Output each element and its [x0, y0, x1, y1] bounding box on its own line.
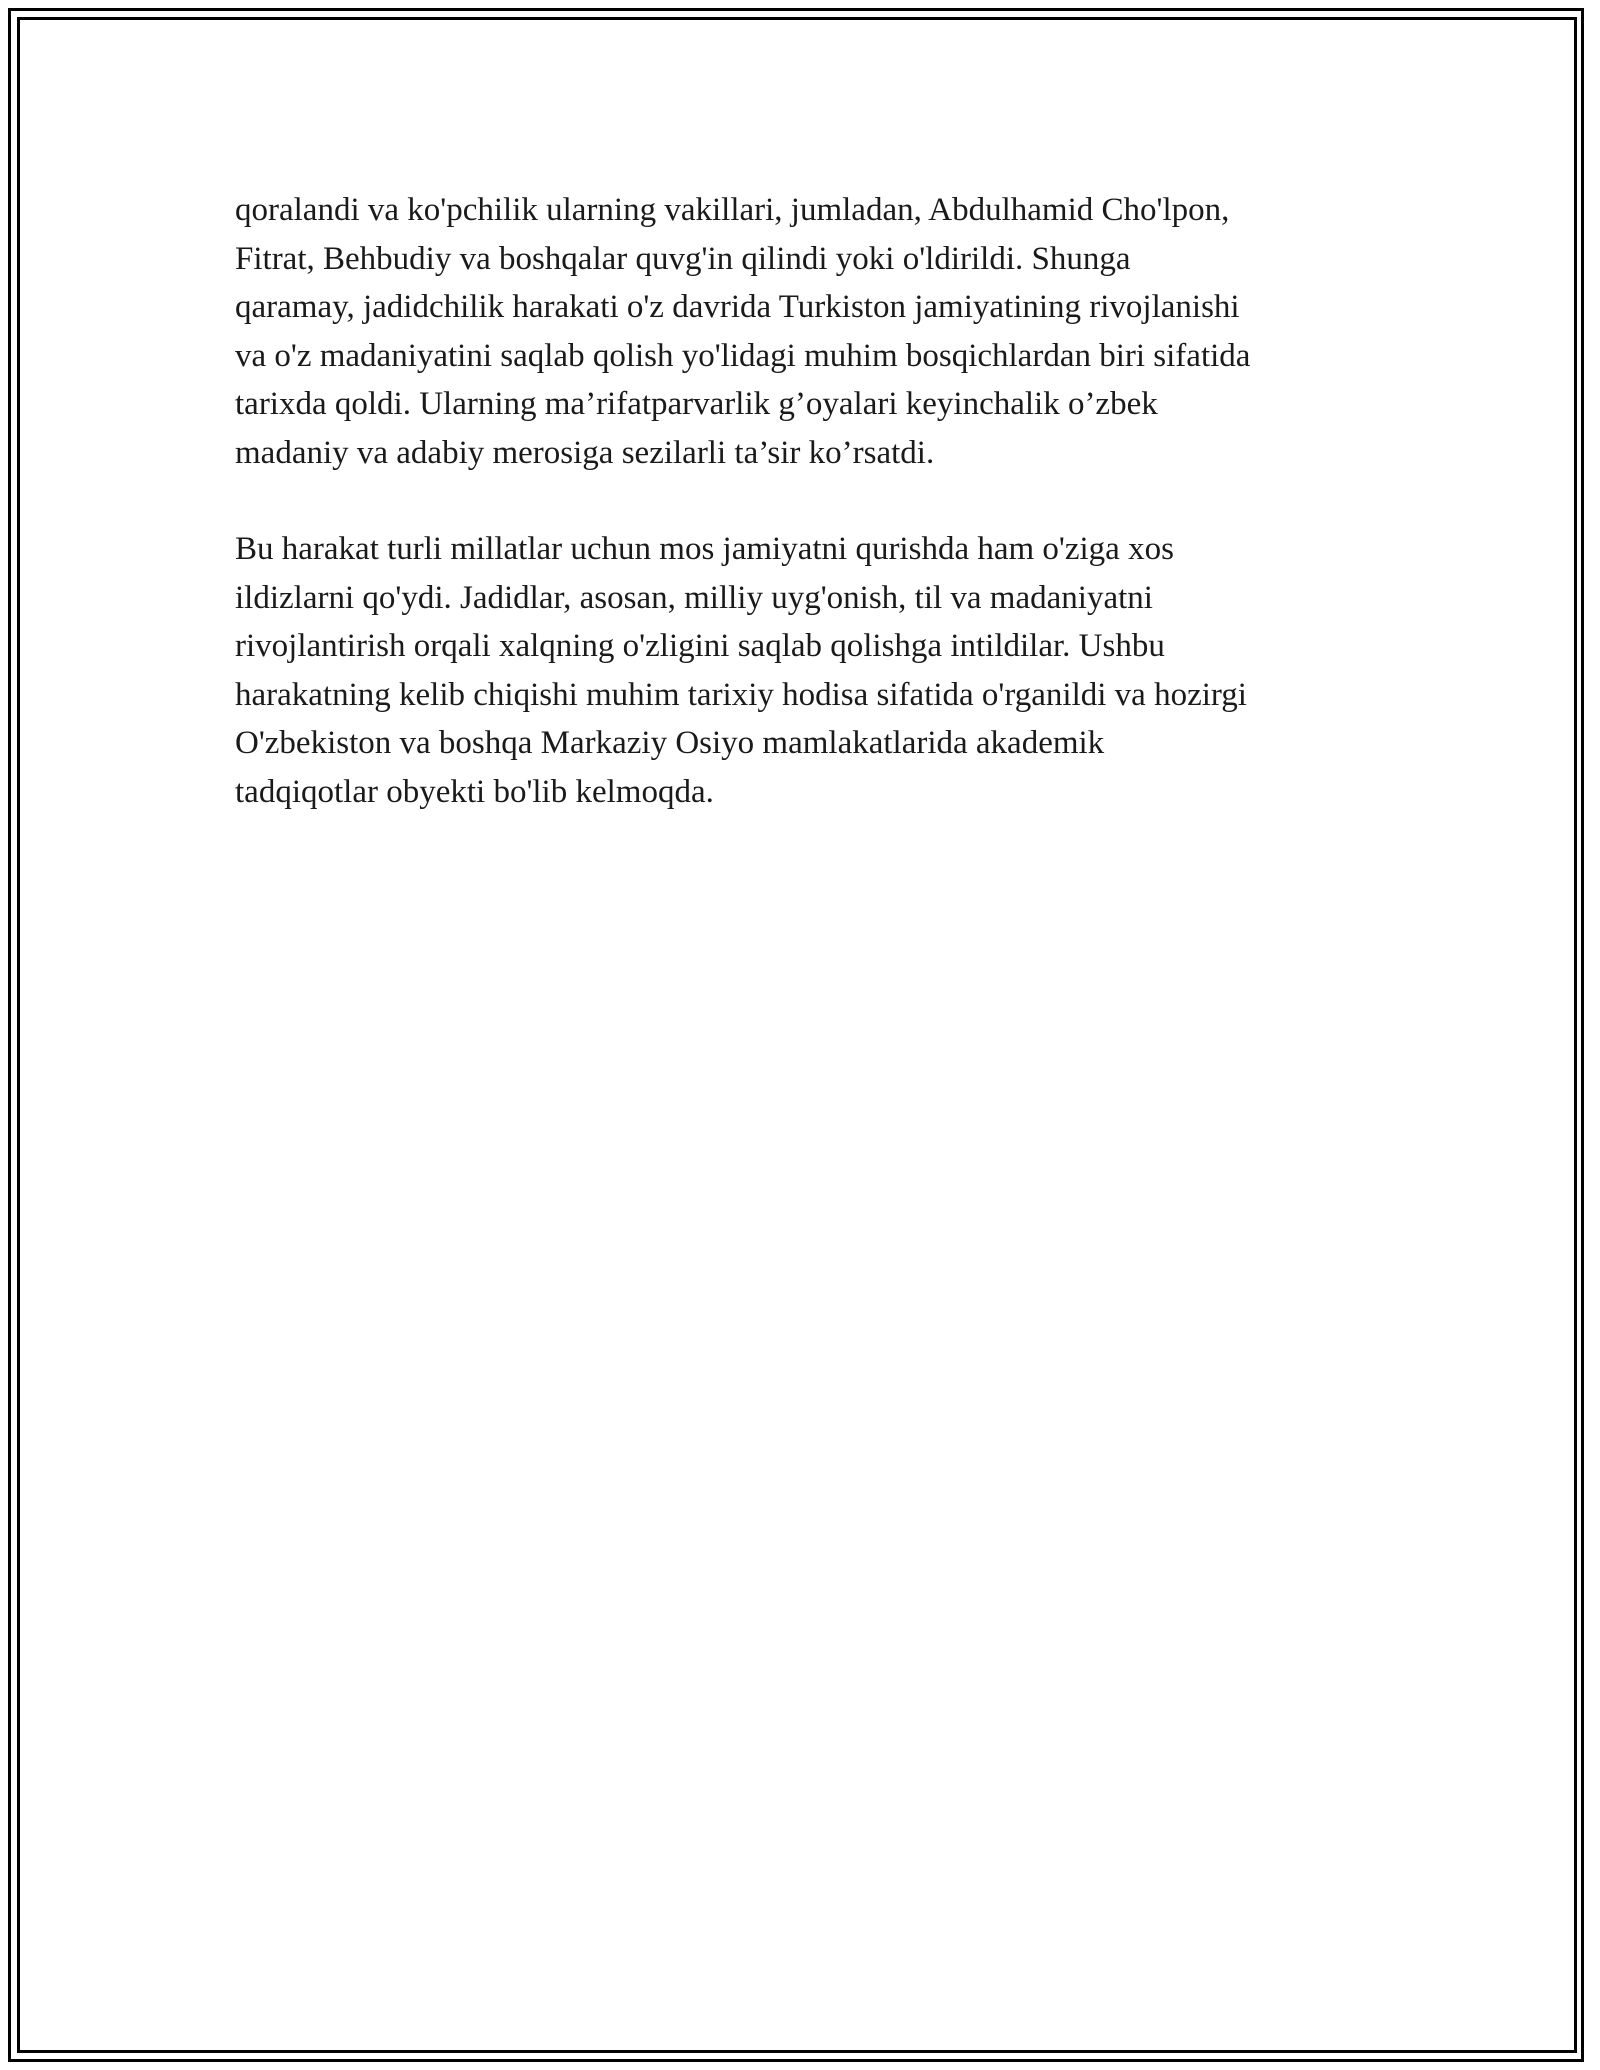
- paragraph-2: Bu harakat turli millatlar uchun mos jamiyatni qurishda ham o'ziga xos ildizlarni qo'ydi. Jadidlar, asosan, milliy uyg'onish, til va madaniyatni rivojlantirish orqali xalqning o'zligini saqlab qolishga intildilar. Ushbu harakatning kelib chiqishi muhim tarixiy hodisa sifatida o'rganildi va hozirgi O'zbekiston va boshqa Markaziy Osiyo mamlakatlarida akademik tadqiqotlar obyekti bo'lib kelmoqda.: [235, 531, 1247, 810]
- document-body: [235, 186, 1375, 864]
- paragraph-1: qoralandi va ko'pchilik ularning vakillari, jumladan, Abdulhamid Cho'lpon, Fitrat, Behbudiy va boshqalar quvg'in qilindi yoki o'ldirildi. Shunga qaramay, jadidchilik harakati o'z davrida Turkiston jamiyatining rivojlanishi va o'z madaniyatini saqlab qolish yo'lidagi muhim bosqichlardan biri sifatida tarixda qoldi. Ularning ma’rifatparvarlik g’oyalari keyinchalik o’zbek madaniy va adabiy merosiga sezilarli ta’sir ko’rsatdi.: [235, 192, 1251, 471]
